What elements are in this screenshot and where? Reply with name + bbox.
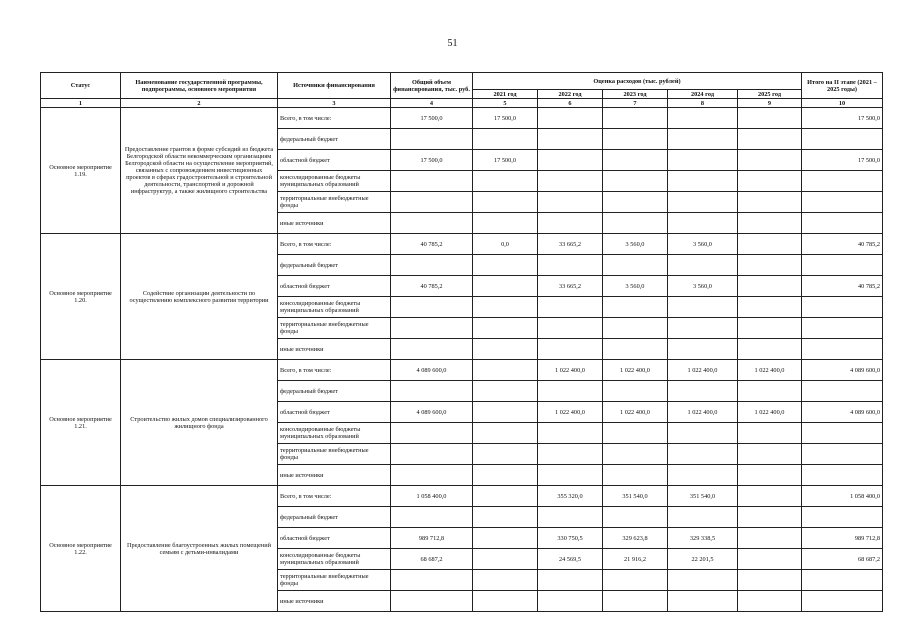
year-2021-cell <box>473 549 538 570</box>
table-row <box>41 360 883 381</box>
year-2025-cell <box>738 444 802 465</box>
year-2022-cell <box>538 192 603 213</box>
itogo-cell: 17 500,0 <box>802 150 883 171</box>
col-number: 5 <box>473 99 538 108</box>
header-year-2023: 2023 год <box>603 90 668 99</box>
year-2024-cell <box>668 129 738 150</box>
year-2024-cell <box>668 507 738 528</box>
activity-status: Основное мероприятие 1.19. <box>41 108 121 234</box>
year-2025-cell <box>738 150 802 171</box>
year-2021-cell <box>473 360 538 381</box>
year-2023-cell: 351 540,0 <box>603 486 668 507</box>
funding-source: территориальные внебюджетные фонды <box>278 192 391 213</box>
total-cell <box>391 444 473 465</box>
year-2024-cell <box>668 255 738 276</box>
year-2023-cell <box>603 171 668 192</box>
header-itogo: Итого на II этапе (2021 – 2025 годы) <box>802 73 883 99</box>
header-expenses: Оценка расходов (тыс. рублей) <box>473 73 802 90</box>
year-2022-cell: 1 022 400,0 <box>538 360 603 381</box>
total-cell: 17 500,0 <box>391 150 473 171</box>
year-2022-cell <box>538 465 603 486</box>
year-2022-cell <box>538 381 603 402</box>
col-number: 7 <box>603 99 668 108</box>
year-2024-cell: 1 022 400,0 <box>668 402 738 423</box>
itogo-cell: 4 089 600,0 <box>802 360 883 381</box>
year-2022-cell <box>538 255 603 276</box>
year-2022-cell <box>538 318 603 339</box>
year-2023-cell: 3 560,0 <box>603 276 668 297</box>
year-2021-cell <box>473 339 538 360</box>
total-cell: 17 500,0 <box>391 108 473 129</box>
activity-name: Содействие организации деятельности по осуществлению комплексного развития территории <box>121 234 278 360</box>
itogo-cell: 40 785,2 <box>802 234 883 255</box>
year-2024-cell <box>668 591 738 612</box>
funding-source: консолидированные бюджеты муниципальных образований <box>278 171 391 192</box>
funding-source: Всего, в том числе: <box>278 234 391 255</box>
col-number: 3 <box>278 99 391 108</box>
activity-status: Основное мероприятие 1.22. <box>41 486 121 612</box>
total-cell <box>391 255 473 276</box>
col-number: 4 <box>391 99 473 108</box>
year-2022-cell <box>538 444 603 465</box>
col-number: 6 <box>538 99 603 108</box>
year-2023-cell <box>603 318 668 339</box>
total-cell <box>391 129 473 150</box>
total-cell <box>391 192 473 213</box>
total-cell: 1 058 400,0 <box>391 486 473 507</box>
header-total: Общий объем финансирования, тыс. руб. <box>391 73 473 99</box>
year-2023-cell <box>603 423 668 444</box>
year-2024-cell <box>668 381 738 402</box>
funding-source: иные источники <box>278 465 391 486</box>
year-2025-cell: 1 022 400,0 <box>738 360 802 381</box>
year-2025-cell <box>738 192 802 213</box>
year-2024-cell <box>668 171 738 192</box>
itogo-cell <box>802 297 883 318</box>
header-year-2024: 2024 год <box>668 90 738 99</box>
year-2024-cell: 1 022 400,0 <box>668 360 738 381</box>
funding-source: областной бюджет <box>278 276 391 297</box>
year-2025-cell <box>738 549 802 570</box>
itogo-cell <box>802 570 883 591</box>
year-2023-cell <box>603 381 668 402</box>
year-2022-cell: 24 569,5 <box>538 549 603 570</box>
total-cell: 40 785,2 <box>391 234 473 255</box>
funding-source: иные источники <box>278 591 391 612</box>
itogo-cell: 40 785,2 <box>802 276 883 297</box>
year-2024-cell <box>668 108 738 129</box>
itogo-cell <box>802 591 883 612</box>
year-2021-cell: 0,0 <box>473 234 538 255</box>
itogo-cell <box>802 444 883 465</box>
year-2021-cell <box>473 171 538 192</box>
year-2025-cell: 1 022 400,0 <box>738 402 802 423</box>
total-cell: 989 712,8 <box>391 528 473 549</box>
table-row <box>41 108 883 129</box>
funding-source: федеральный бюджет <box>278 507 391 528</box>
year-2022-cell <box>538 150 603 171</box>
year-2025-cell <box>738 108 802 129</box>
year-2023-cell <box>603 507 668 528</box>
year-2024-cell: 3 560,0 <box>668 276 738 297</box>
year-2023-cell <box>603 444 668 465</box>
year-2025-cell <box>738 486 802 507</box>
header-sources: Источники финансирования <box>278 73 391 99</box>
year-2022-cell <box>538 108 603 129</box>
itogo-cell <box>802 423 883 444</box>
year-2024-cell <box>668 318 738 339</box>
year-2025-cell <box>738 528 802 549</box>
funding-source: консолидированные бюджеты муниципальных образований <box>278 297 391 318</box>
year-2021-cell: 17 500,0 <box>473 108 538 129</box>
year-2022-cell: 33 665,2 <box>538 234 603 255</box>
year-2025-cell <box>738 423 802 444</box>
year-2025-cell <box>738 465 802 486</box>
itogo-cell <box>802 171 883 192</box>
year-2024-cell: 351 540,0 <box>668 486 738 507</box>
year-2024-cell <box>668 339 738 360</box>
year-2023-cell <box>603 339 668 360</box>
funding-source: федеральный бюджет <box>278 129 391 150</box>
itogo-cell <box>802 465 883 486</box>
total-cell <box>391 570 473 591</box>
year-2023-cell <box>603 192 668 213</box>
itogo-cell <box>802 318 883 339</box>
year-2025-cell <box>738 507 802 528</box>
year-2024-cell <box>668 150 738 171</box>
year-2022-cell <box>538 129 603 150</box>
table-row <box>41 234 883 255</box>
header-year-2025: 2025 год <box>738 90 802 99</box>
year-2025-cell <box>738 381 802 402</box>
itogo-cell <box>802 339 883 360</box>
year-2022-cell <box>538 591 603 612</box>
year-2024-cell <box>668 297 738 318</box>
total-cell: 40 785,2 <box>391 276 473 297</box>
year-2024-cell: 3 560,0 <box>668 234 738 255</box>
year-2023-cell: 21 916,2 <box>603 549 668 570</box>
itogo-cell: 17 500,0 <box>802 108 883 129</box>
year-2021-cell <box>473 465 538 486</box>
year-2025-cell <box>738 213 802 234</box>
itogo-cell <box>802 381 883 402</box>
year-2025-cell <box>738 570 802 591</box>
itogo-cell <box>802 129 883 150</box>
year-2021-cell <box>473 276 538 297</box>
year-2025-cell <box>738 297 802 318</box>
itogo-cell: 68 687,2 <box>802 549 883 570</box>
itogo-cell: 1 058 400,0 <box>802 486 883 507</box>
year-2023-cell <box>603 255 668 276</box>
year-2023-cell <box>603 465 668 486</box>
year-2023-cell <box>603 570 668 591</box>
year-2025-cell <box>738 339 802 360</box>
year-2023-cell <box>603 150 668 171</box>
year-2023-cell: 3 560,0 <box>603 234 668 255</box>
year-2022-cell <box>538 507 603 528</box>
funding-source: консолидированные бюджеты муниципальных образований <box>278 423 391 444</box>
year-2021-cell <box>473 381 538 402</box>
year-2022-cell: 330 750,5 <box>538 528 603 549</box>
total-cell <box>391 465 473 486</box>
year-2021-cell <box>473 486 538 507</box>
itogo-cell: 989 712,8 <box>802 528 883 549</box>
itogo-cell <box>802 192 883 213</box>
funding-source: Всего, в том числе: <box>278 486 391 507</box>
year-2025-cell <box>738 591 802 612</box>
year-2025-cell <box>738 255 802 276</box>
col-number: 10 <box>802 99 883 108</box>
year-2025-cell <box>738 318 802 339</box>
total-cell <box>391 297 473 318</box>
year-2023-cell <box>603 108 668 129</box>
total-cell: 68 687,2 <box>391 549 473 570</box>
budget-table <box>40 72 883 612</box>
itogo-cell: 4 089 600,0 <box>802 402 883 423</box>
activity-status: Основное мероприятие 1.20. <box>41 234 121 360</box>
year-2021-cell <box>473 318 538 339</box>
year-2022-cell <box>538 423 603 444</box>
table-row <box>41 486 883 507</box>
year-2023-cell <box>603 129 668 150</box>
total-cell <box>391 339 473 360</box>
year-2022-cell: 1 022 400,0 <box>538 402 603 423</box>
year-2024-cell <box>668 213 738 234</box>
year-2021-cell: 17 500,0 <box>473 150 538 171</box>
total-cell <box>391 381 473 402</box>
total-cell: 4 089 600,0 <box>391 360 473 381</box>
year-2023-cell <box>603 297 668 318</box>
itogo-cell <box>802 255 883 276</box>
funding-source: иные источники <box>278 213 391 234</box>
funding-source: областной бюджет <box>278 150 391 171</box>
year-2024-cell <box>668 192 738 213</box>
year-2021-cell <box>473 444 538 465</box>
year-2025-cell <box>738 276 802 297</box>
total-cell <box>391 423 473 444</box>
year-2024-cell <box>668 465 738 486</box>
year-2022-cell <box>538 171 603 192</box>
funding-source: территориальные внебюджетные фонды <box>278 318 391 339</box>
funding-source: территориальные внебюджетные фонды <box>278 444 391 465</box>
funding-source: иные источники <box>278 339 391 360</box>
activity-name: Предоставление грантов в форме субсидий из бюджета Белгородской области некоммерческим организациям Белгородской области на осуществление мероприятий, связанных с сопровождением инвестиционных проектов в сферах градостроительной и строительной деятельности, транспортной и дорожной инфраструктур, а также жилищного строительства <box>121 108 278 234</box>
year-2022-cell <box>538 339 603 360</box>
year-2025-cell <box>738 171 802 192</box>
year-2021-cell <box>473 129 538 150</box>
header-status: Статус <box>41 73 121 99</box>
funding-source: Всего, в том числе: <box>278 108 391 129</box>
year-2021-cell <box>473 591 538 612</box>
activity-name: Предоставление благоустроенных жилых помещений семьям с детьми-инвалидами <box>121 486 278 612</box>
year-2023-cell: 1 022 400,0 <box>603 360 668 381</box>
funding-source: консолидированные бюджеты муниципальных образований <box>278 549 391 570</box>
header-year-2022: 2022 год <box>538 90 603 99</box>
funding-source: федеральный бюджет <box>278 255 391 276</box>
year-2024-cell: 329 338,5 <box>668 528 738 549</box>
page-number: 51 <box>447 38 458 49</box>
itogo-cell <box>802 213 883 234</box>
activity-status: Основное мероприятие 1.21. <box>41 360 121 486</box>
col-number: 1 <box>41 99 121 108</box>
total-cell <box>391 507 473 528</box>
funding-source: территориальные внебюджетные фонды <box>278 570 391 591</box>
total-cell: 4 089 600,0 <box>391 402 473 423</box>
col-number: 9 <box>738 99 802 108</box>
funding-source: областной бюджет <box>278 528 391 549</box>
year-2021-cell <box>473 255 538 276</box>
year-2022-cell <box>538 297 603 318</box>
total-cell <box>391 171 473 192</box>
year-2023-cell: 329 623,8 <box>603 528 668 549</box>
year-2023-cell: 1 022 400,0 <box>603 402 668 423</box>
year-2024-cell <box>668 570 738 591</box>
year-2021-cell <box>473 423 538 444</box>
year-2024-cell <box>668 423 738 444</box>
activity-name: Строительство жилых домов специализированного жилищного фонда <box>121 360 278 486</box>
year-2022-cell <box>538 213 603 234</box>
year-2024-cell: 22 201,5 <box>668 549 738 570</box>
year-2024-cell <box>668 444 738 465</box>
year-2021-cell <box>473 402 538 423</box>
year-2023-cell <box>603 591 668 612</box>
year-2021-cell <box>473 507 538 528</box>
year-2021-cell <box>473 192 538 213</box>
year-2023-cell <box>603 213 668 234</box>
year-2021-cell <box>473 213 538 234</box>
total-cell <box>391 213 473 234</box>
funding-source: федеральный бюджет <box>278 381 391 402</box>
year-2021-cell <box>473 528 538 549</box>
year-2021-cell <box>473 570 538 591</box>
col-number: 2 <box>121 99 278 108</box>
total-cell <box>391 591 473 612</box>
year-2022-cell: 355 320,0 <box>538 486 603 507</box>
year-2022-cell: 33 665,2 <box>538 276 603 297</box>
year-2025-cell <box>738 234 802 255</box>
year-2021-cell <box>473 297 538 318</box>
total-cell <box>391 318 473 339</box>
year-2022-cell <box>538 570 603 591</box>
header-year-2021: 2021 год <box>473 90 538 99</box>
col-number: 8 <box>668 99 738 108</box>
itogo-cell <box>802 507 883 528</box>
funding-source: Всего, в том числе: <box>278 360 391 381</box>
year-2025-cell <box>738 129 802 150</box>
header-name: Наименование государственной программы, подпрограммы, основного мероприятия <box>121 73 278 99</box>
funding-source: областной бюджет <box>278 402 391 423</box>
